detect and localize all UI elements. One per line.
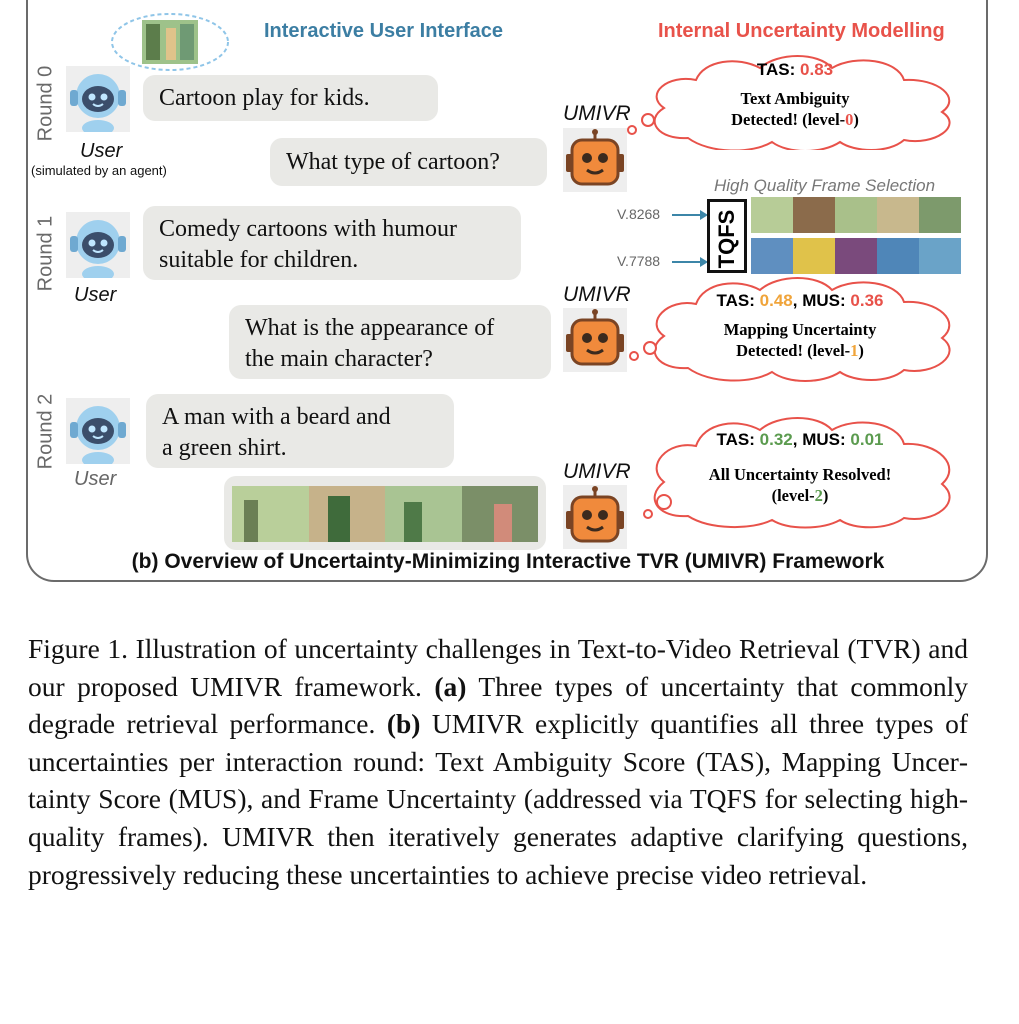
cloud-message: ) — [822, 486, 829, 505]
caption-bold-a: (a) — [434, 670, 467, 702]
user-message-bubble — [146, 394, 454, 468]
tas-value: 0.48 — [759, 291, 793, 310]
round-1-label: Round 1 — [34, 215, 57, 292]
tas-label: TAS: — [716, 291, 755, 310]
system-question-bubble — [229, 305, 551, 379]
figure-label: Figure 1. — [28, 633, 129, 664]
system-question-text: the main character? — [245, 346, 433, 372]
user-message-text: A man with a beard and — [162, 404, 391, 430]
round-2-label: Round 2 — [34, 393, 57, 470]
level-number: 2 — [814, 486, 823, 505]
user-message-bubble — [143, 206, 521, 280]
round-0-label: Round 0 — [34, 65, 57, 142]
user-message-text: suitable for children. — [159, 247, 359, 273]
user-avatar-icon — [66, 66, 130, 132]
user-label: User — [80, 140, 123, 162]
character-figure — [328, 496, 350, 542]
umivr-label: UMIVR — [563, 283, 631, 306]
user-note: (simulated by an agent) — [31, 163, 167, 178]
video-frame — [919, 238, 961, 274]
cloud-message: ) — [853, 110, 859, 129]
video-frame — [835, 238, 877, 274]
character-figure — [404, 502, 422, 542]
cloud-message: ) — [858, 341, 864, 360]
umivr-label: UMIVR — [563, 460, 631, 483]
video-frame — [793, 197, 835, 233]
retrieved-video-bubble — [224, 476, 546, 550]
user-label: User — [74, 468, 117, 490]
round-1-scores: TAS: 0.48, MUS: 0.36 Mapping Uncertainty Detected! (level-1) — [670, 291, 930, 361]
mus-value: 0.36 — [850, 291, 884, 310]
cloud-message: Detected! (level- — [736, 341, 851, 360]
caption-text: Illustration of uncertainty challenges in Text-to-Video Retrieval (TVR) and our proposed UMIVR framework. — [28, 633, 968, 702]
tas-label: TAS: — [756, 60, 796, 79]
tqfs-label: TQFS — [714, 209, 739, 269]
tqfs-box — [707, 199, 747, 273]
mus-label: MUS: — [802, 291, 846, 310]
caption-text: UMIVR explicitly quantifies all three types of uncertainties per interaction round: Text Ambiguity Score (TAS), Mapping Uncertainty Score (MUS), and Frame Uncertainty (addressed via TQFS for selecting high-quality frames). UMIVR then iteratively generates adaptive clarifying questions, progressively reducing these uncertainties to achieve precise video retrieval. — [28, 708, 968, 890]
cloud-message: Detected! (level- — [731, 110, 846, 129]
character-figure — [244, 500, 258, 542]
frame-strip-b — [751, 238, 961, 274]
cloud-message: Mapping Uncertainty — [723, 320, 877, 339]
user-message-bubble — [143, 75, 438, 121]
tas-label: TAS: — [716, 430, 755, 449]
user-label: User — [74, 284, 117, 306]
level-number: 1 — [850, 341, 859, 360]
user-message-text: a green shirt. — [162, 435, 287, 461]
umivr-label: UMIVR — [563, 102, 631, 125]
video-frame — [877, 197, 919, 233]
cloud-message: (level- — [771, 486, 815, 505]
system-question-text: What type of cartoon? — [286, 149, 500, 175]
video-frame — [385, 486, 462, 542]
user-message-text: Comedy cartoons with humour — [159, 216, 457, 242]
video-id-b: V.7788 — [617, 253, 661, 269]
video-frame — [835, 197, 877, 233]
retrieved-video-frames — [232, 486, 538, 542]
mus-value: 0.01 — [850, 430, 884, 449]
video-frame — [877, 238, 919, 274]
header-interactive-ui: Interactive User Interface — [264, 20, 504, 42]
cloud-message: All Uncertainty Resolved! — [708, 465, 892, 484]
level-number: 0 — [845, 110, 854, 129]
character-figure — [494, 504, 512, 542]
user-avatar-icon — [66, 212, 130, 278]
framework-caption: (b) Overview of Uncertainty-Minimizing Interactive TVR (UMIVR) Framework — [131, 550, 885, 573]
figure-caption — [28, 630, 968, 893]
system-question-bubble — [270, 138, 547, 186]
round-0-scores — [670, 60, 920, 130]
video-frame — [793, 238, 835, 274]
user-message-text: Cartoon play for kids. — [159, 85, 370, 111]
cloud-message: Text Ambiguity — [740, 89, 850, 108]
caption-text: Three types of uncertainty that commonly degrade retrieval performance. — [28, 670, 969, 740]
tas-value: 0.83 — [800, 60, 834, 79]
round-2-scores: TAS: 0.32, MUS: 0.01 All Uncertainty Resolved! (level-2) — [670, 430, 930, 506]
tqfs-arrows — [672, 206, 708, 270]
tas-value: 0.32 — [759, 430, 793, 449]
video-id-a: V.8268 — [617, 206, 661, 222]
video-frame — [751, 238, 793, 274]
frame-strip-a — [751, 197, 961, 233]
caption-bold-b: (b) — [386, 708, 421, 740]
video-frame — [751, 197, 793, 233]
video-frame — [919, 197, 961, 233]
mus-label: MUS: — [802, 430, 846, 449]
tqfs-title: High Quality Frame Selection — [714, 176, 936, 195]
system-question-text: What is the appearance of — [245, 315, 495, 341]
header-uncertainty-modelling: Internal Uncertainty Modelling — [658, 20, 945, 42]
user-avatar-icon — [66, 398, 130, 464]
